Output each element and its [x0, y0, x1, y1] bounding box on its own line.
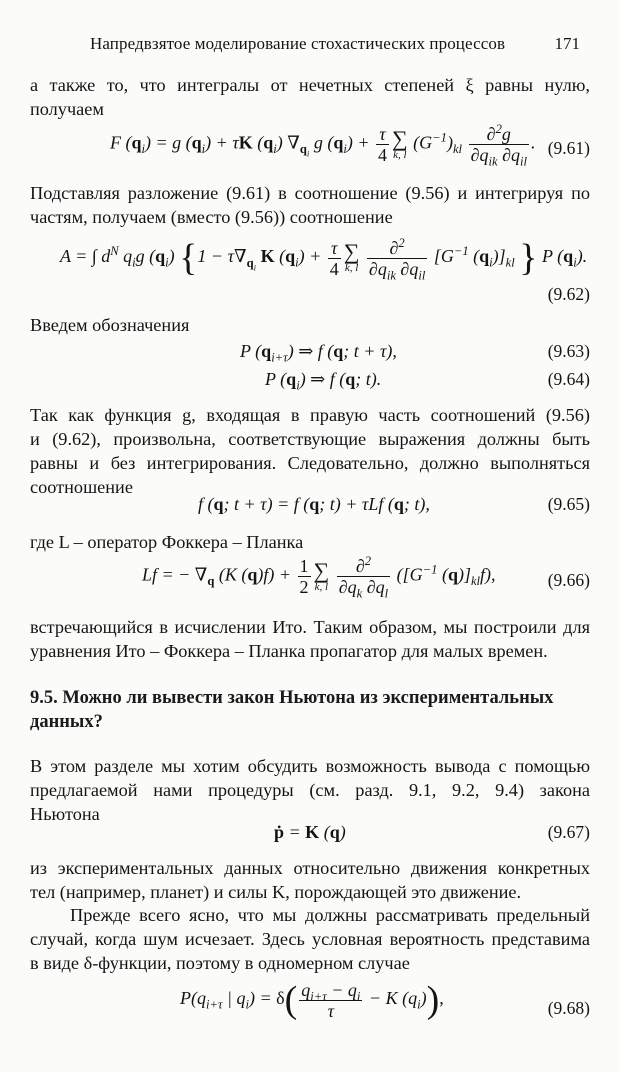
- formula: P $(q_{i+\tau})$ ⇒ f (q; t + τ),: [240, 341, 397, 365]
- text-line: Прежде всего ясно, что мы должны рассматривать предельный: [70, 905, 590, 925]
- equation-number: (9.67): [547, 822, 590, 842]
- paragraph-2: [30, 181, 590, 229]
- text-line: случай, когда шум исчезает. Здесь условная вероятность представима: [30, 929, 590, 949]
- equation-number: (9.61): [547, 138, 590, 158]
- text-line: а также то, что интегралы от нечетных степеней ξ равны нулю,: [30, 75, 590, 95]
- equation-number: (9.68): [547, 998, 590, 1018]
- equation-9-63: [30, 341, 590, 367]
- text-line: Ньютона: [30, 804, 100, 824]
- section-heading: [30, 686, 600, 734]
- page-number: 171: [554, 34, 580, 53]
- text-line: где L – оператор Фоккера – Планка: [30, 532, 304, 552]
- running-title: Напредвзятое моделирование стохастических процессов: [90, 34, 506, 53]
- equation-9-65: [30, 494, 590, 520]
- equation-number: (9.63): [547, 341, 590, 361]
- text-line: встречающийся в исчислении Ито. Таким образом, мы построили для: [30, 617, 590, 637]
- paragraph-3: [30, 313, 590, 337]
- formula: ṗ = K (q): [274, 822, 346, 842]
- text-line: частям, получаем (вместо (9.56)) соотношение: [30, 207, 393, 227]
- text-line: получаем: [30, 99, 104, 119]
- equation-9-67: [30, 822, 590, 848]
- equation-9-64: [30, 369, 590, 395]
- text-line: В этом разделе мы хотим обсудить возможность вывода с помощью: [30, 756, 590, 776]
- formula: P $(q_i)$ ⇒ f (q; t).: [265, 369, 382, 393]
- equation-9-62: [30, 232, 590, 310]
- equation-number: (9.64): [547, 369, 590, 389]
- equation-number: (9.62): [547, 284, 590, 304]
- paragraph-9: [30, 903, 590, 975]
- paragraph-4: [30, 403, 590, 499]
- running-header: [90, 34, 580, 58]
- equation-number: (9.65): [547, 494, 590, 514]
- paragraph-7: [30, 754, 590, 826]
- section-heading-line: данных?: [30, 712, 103, 732]
- paragraph-8: [30, 856, 590, 904]
- paragraph-6: [30, 615, 590, 663]
- formula: F $(q_i) = g$ $(q_i) + \tau K$ $(q_i)$ $\nabla_{q_i}$ g $(q_i)$ + $\frac{\tau}{4}$ ∑ k, l $(G^{-1})_{kl}$ $\frac{\partial^2g}{\partial q_{ik} \partial q_{il}}$ .: [110, 122, 536, 169]
- equation-9-68: [30, 974, 590, 1034]
- formula: Lf = − $\nabla_q$ (K (q)f) + $\frac{1}{2}$ ∑ k, l $\frac{\partial^2}{\partial q_k \partial q_l}$ ([$G^{-1}$ $(q)]_{kl}f$),: [142, 554, 496, 601]
- text-line: тел (например, планет) и силы K, порождающей это движение.: [30, 882, 522, 902]
- text-line: в виде δ-функции, поэтому в одномерном случае: [30, 953, 410, 973]
- text-line: равны и без интегрирования. Следовательно, должно выполняться: [30, 453, 590, 473]
- text-line: уравнения Ито – Фоккера – Планка пропагатор для малых времен.: [30, 641, 548, 661]
- equation-9-66: [30, 556, 590, 606]
- paragraph-5: [30, 530, 590, 554]
- text-line: и (9.62), произвольна, соответствующие выражения должны быть: [30, 429, 590, 449]
- text-line: Так как функция g, входящая в правую часть соотношений (9.56): [30, 405, 590, 425]
- text-line: Подставляя разложение (9.61) в соотношение (9.56) и интегрируя по: [30, 183, 590, 203]
- equation-number: (9.66): [547, 570, 590, 590]
- text-line: Введем обозначения: [30, 315, 190, 335]
- formula: $P(q_{i+\tau}$ | $q_i) = \delta$( $\frac{q_{i+\tau} - q_i}{\tau}$ − K $(q_i)$),: [180, 979, 444, 1021]
- text-line: из экспериментальных данных относительно движения конкретных: [30, 858, 590, 878]
- formula: f (q; t + τ) = f (q; t) + τLf (q; t),: [198, 494, 430, 514]
- formula: A = ∫ $d^N$ $q_ig$ $(q_i) \{1 - \tau\nabla_{q_i}$ K $(q_i)$ + $\frac{\tau}{4}$ ∑ k, l $\frac{\partial^2}{\partial q_{ik} \partial q_{il}}$ [$G^{-1}$ $(q_i)]_{kl}$ } P $(q_i)$.: [60, 235, 588, 283]
- text-line: соотношение: [30, 477, 133, 497]
- text-line: предлагаемой нами процедуры (см. разд. 9.1, 9.2, 9.4) закона: [30, 780, 590, 800]
- equation-9-61: [30, 124, 590, 174]
- paragraph-1: [30, 73, 590, 121]
- section-heading-line: 9.5. Можно ли вывести закон Ньютона из экспериментальных: [30, 688, 554, 708]
